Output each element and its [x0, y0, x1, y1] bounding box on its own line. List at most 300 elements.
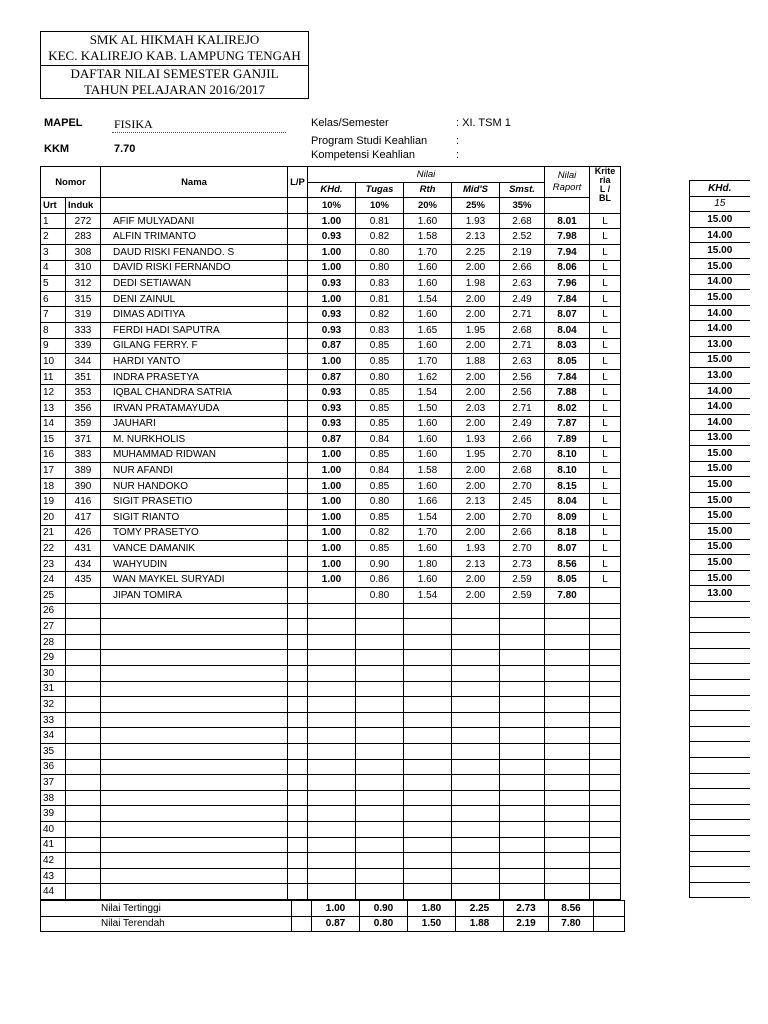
row-raport: 8.10 — [545, 447, 590, 463]
kelas-value: : XI. TSM 1 — [456, 117, 511, 129]
row-lp — [288, 712, 308, 728]
row-lp — [288, 213, 308, 229]
col-tugas: Tugas — [356, 182, 404, 198]
row-lp — [288, 291, 308, 307]
row-khd: 1.00 — [308, 478, 356, 494]
row-kriteria: L — [590, 556, 621, 572]
row-rth — [404, 666, 452, 682]
row-number: 43 — [41, 868, 66, 884]
row-raport: 8.10 — [545, 463, 590, 479]
side-khd-value: 13.00 — [690, 586, 750, 602]
row-tugas — [356, 666, 404, 682]
col-induk: Induk — [66, 198, 101, 214]
side-row — [690, 243, 750, 259]
row-tugas: 0.83 — [356, 322, 404, 338]
row-name: DAUD RISKI FENANDO. S — [101, 244, 288, 260]
col-smst-pct: 35% — [500, 198, 545, 214]
side-khd-value: 15.00 — [690, 352, 750, 368]
row-number: 27 — [41, 619, 66, 635]
row-kriteria: L — [590, 478, 621, 494]
row-name: MUHAMMAD RIDWAN — [101, 447, 288, 463]
row-induk — [66, 837, 101, 853]
row-smst: 2.59 — [500, 588, 545, 604]
row-tugas: 0.80 — [356, 494, 404, 510]
row-smst — [500, 884, 545, 900]
row-induk — [66, 588, 101, 604]
row-mids: 2.00 — [452, 291, 500, 307]
row-kriteria — [590, 603, 621, 619]
row-smst — [500, 634, 545, 650]
row-induk: 353 — [66, 385, 101, 401]
row-lp — [288, 432, 308, 448]
row-kriteria: L — [590, 541, 621, 557]
side-khd-value: 15.00 — [690, 539, 750, 555]
school-address: KEC. KALIREJO KAB. LAMPUNG TENGAH — [48, 48, 301, 63]
table-row — [41, 447, 621, 463]
row-name — [101, 743, 288, 759]
table-row — [41, 868, 621, 884]
side-khd-value: 15.00 — [690, 570, 750, 586]
row-name: ALFIN TRIMANTO — [101, 229, 288, 245]
row-induk — [66, 697, 101, 713]
row-mids — [452, 728, 500, 744]
row-kriteria — [590, 650, 621, 666]
side-khd-value — [690, 867, 750, 883]
side-row — [690, 726, 750, 742]
row-smst: 2.45 — [500, 494, 545, 510]
row-induk — [66, 634, 101, 650]
row-raport: 7.94 — [545, 244, 590, 260]
side-khd-value — [690, 695, 750, 711]
side-row — [690, 617, 750, 633]
row-smst: 2.66 — [500, 432, 545, 448]
row-raport — [545, 853, 590, 869]
row-tugas — [356, 743, 404, 759]
row-khd: 0.87 — [308, 432, 356, 448]
table-row — [41, 743, 621, 759]
row-kriteria — [590, 790, 621, 806]
row-khd — [308, 853, 356, 869]
side-khd-value: 13.00 — [690, 430, 750, 446]
side-khd-value: 13.00 — [690, 368, 750, 384]
side-row — [690, 555, 750, 571]
row-tugas — [356, 619, 404, 635]
table-row — [41, 603, 621, 619]
side-khd-value: 15.00 — [690, 555, 750, 571]
row-number: 44 — [41, 884, 66, 900]
document-title-box — [40, 65, 309, 99]
row-kriteria: L — [590, 447, 621, 463]
row-name: M. NURKHOLIS — [101, 432, 288, 448]
side-khd-value — [690, 633, 750, 649]
kompetensi-value: : — [456, 149, 460, 161]
row-rth: 1.54 — [404, 588, 452, 604]
side-row — [690, 742, 750, 758]
side-row — [690, 757, 750, 773]
row-rth — [404, 837, 452, 853]
table-row — [41, 619, 621, 635]
row-rth: 1.70 — [404, 354, 452, 370]
table-row — [41, 307, 621, 323]
table-row — [41, 634, 621, 650]
grade-table — [40, 166, 621, 900]
row-mids — [452, 743, 500, 759]
row-rth — [404, 712, 452, 728]
row-khd — [308, 806, 356, 822]
side-row — [690, 352, 750, 368]
row-induk: 434 — [66, 556, 101, 572]
row-kriteria: L — [590, 322, 621, 338]
row-raport — [545, 728, 590, 744]
row-mids: 1.93 — [452, 432, 500, 448]
side-row — [690, 321, 750, 337]
row-induk — [66, 603, 101, 619]
row-smst: 2.63 — [500, 354, 545, 370]
table-row — [41, 338, 621, 354]
row-kriteria — [590, 697, 621, 713]
table-row — [41, 681, 621, 697]
row-number: 33 — [41, 712, 66, 728]
row-tugas: 0.80 — [356, 369, 404, 385]
row-raport: 8.04 — [545, 494, 590, 510]
row-number: 29 — [41, 650, 66, 666]
row-mids: 2.00 — [452, 416, 500, 432]
row-lp — [288, 478, 308, 494]
row-khd: 0.93 — [308, 276, 356, 292]
side-khd-value — [690, 820, 750, 836]
row-rth: 1.54 — [404, 385, 452, 401]
row-smst — [500, 821, 545, 837]
row-raport — [545, 837, 590, 853]
row-name: DIMAS ADITIYA — [101, 307, 288, 323]
row-rth — [404, 634, 452, 650]
row-mids — [452, 884, 500, 900]
row-induk — [66, 650, 101, 666]
row-khd: 1.00 — [308, 494, 356, 510]
row-khd: 1.00 — [308, 447, 356, 463]
table-row — [41, 650, 621, 666]
side-row — [690, 867, 750, 883]
side-khd-value — [690, 617, 750, 633]
row-induk — [66, 681, 101, 697]
row-raport: 8.07 — [545, 307, 590, 323]
row-mids — [452, 806, 500, 822]
row-name: TOMY PRASETYO — [101, 525, 288, 541]
row-lp — [288, 276, 308, 292]
row-raport: 7.80 — [545, 588, 590, 604]
row-mids: 1.95 — [452, 322, 500, 338]
row-rth — [404, 603, 452, 619]
kelas-label: Kelas/Semester — [311, 117, 389, 129]
row-smst — [500, 697, 545, 713]
row-induk: 315 — [66, 291, 101, 307]
row-lp — [288, 338, 308, 354]
row-kriteria: L — [590, 510, 621, 526]
col-lp: L/P — [288, 167, 308, 198]
row-raport — [545, 697, 590, 713]
row-raport: 8.07 — [545, 541, 590, 557]
row-mids: 1.93 — [452, 541, 500, 557]
side-row — [690, 508, 750, 524]
table-row — [41, 821, 621, 837]
row-kriteria — [590, 837, 621, 853]
row-induk — [66, 806, 101, 822]
row-tugas: 0.85 — [356, 385, 404, 401]
row-rth — [404, 821, 452, 837]
row-mids — [452, 868, 500, 884]
row-khd: 1.00 — [308, 244, 356, 260]
row-name: INDRA PRASETYA — [101, 369, 288, 385]
row-raport: 8.18 — [545, 525, 590, 541]
row-raport — [545, 884, 590, 900]
summary-table — [40, 900, 625, 932]
col-urt: Urt — [41, 198, 66, 214]
row-kriteria: L — [590, 385, 621, 401]
row-lp — [288, 525, 308, 541]
table-row — [41, 463, 621, 479]
row-smst: 2.70 — [500, 510, 545, 526]
summary-mids: 2.25 — [456, 901, 504, 917]
row-number: 39 — [41, 806, 66, 822]
col-smst: Smst. — [500, 182, 545, 198]
row-name — [101, 619, 288, 635]
row-mids — [452, 619, 500, 635]
row-smst — [500, 728, 545, 744]
row-khd: 0.93 — [308, 307, 356, 323]
col-lp-blank — [288, 198, 308, 214]
row-mids — [452, 681, 500, 697]
row-induk — [66, 790, 101, 806]
row-tugas — [356, 806, 404, 822]
row-khd: 1.00 — [308, 291, 356, 307]
row-tugas: 0.85 — [356, 478, 404, 494]
row-name: HARDI YANTO — [101, 354, 288, 370]
side-row — [690, 586, 750, 602]
row-tugas: 0.85 — [356, 338, 404, 354]
summary-tugas: 0.80 — [360, 916, 408, 932]
table-row — [41, 369, 621, 385]
row-induk: 416 — [66, 494, 101, 510]
row-khd — [308, 634, 356, 650]
row-tugas — [356, 681, 404, 697]
row-number: 2 — [41, 229, 66, 245]
row-mids: 2.00 — [452, 478, 500, 494]
col-nilai-raport-line2: Raport — [552, 182, 582, 194]
side-khd-value: 14.00 — [690, 414, 750, 430]
row-raport — [545, 821, 590, 837]
table-row — [41, 806, 621, 822]
row-raport — [545, 743, 590, 759]
row-smst — [500, 619, 545, 635]
row-induk: 390 — [66, 478, 101, 494]
side-khd-value — [690, 804, 750, 820]
row-mids: 2.00 — [452, 572, 500, 588]
row-lp — [288, 775, 308, 791]
table-row — [41, 244, 621, 260]
row-kriteria — [590, 588, 621, 604]
row-induk: 351 — [66, 369, 101, 385]
col-nama: Nama — [101, 167, 288, 198]
side-khd-table — [689, 180, 750, 898]
row-smst: 2.59 — [500, 572, 545, 588]
row-mids: 2.00 — [452, 338, 500, 354]
row-name — [101, 806, 288, 822]
row-name: AFIF MULYADANI — [101, 213, 288, 229]
table-row — [41, 556, 621, 572]
row-raport — [545, 868, 590, 884]
side-row — [690, 461, 750, 477]
row-tugas: 0.85 — [356, 541, 404, 557]
row-khd: 1.00 — [308, 213, 356, 229]
row-raport: 8.03 — [545, 338, 590, 354]
row-tugas: 0.86 — [356, 572, 404, 588]
side-khd-value: 13.00 — [690, 336, 750, 352]
row-khd — [308, 588, 356, 604]
table-row — [41, 572, 621, 588]
row-induk: 283 — [66, 229, 101, 245]
row-name — [101, 775, 288, 791]
row-kriteria — [590, 821, 621, 837]
side-khd-value — [690, 773, 750, 789]
row-khd — [308, 884, 356, 900]
row-khd: 1.00 — [308, 260, 356, 276]
row-khd — [308, 837, 356, 853]
col-mids: Mid'S — [452, 182, 500, 198]
row-smst — [500, 775, 545, 791]
row-lp — [288, 510, 308, 526]
row-rth — [404, 743, 452, 759]
side-row — [690, 305, 750, 321]
row-rth: 1.70 — [404, 244, 452, 260]
row-khd: 1.00 — [308, 556, 356, 572]
col-mids-pct: 25% — [452, 198, 500, 214]
row-khd: 1.00 — [308, 463, 356, 479]
row-tugas — [356, 790, 404, 806]
mapel-underline — [112, 132, 286, 133]
row-name: SIGIT RIANTO — [101, 510, 288, 526]
summary-tugas: 0.90 — [360, 901, 408, 917]
row-rth: 1.80 — [404, 556, 452, 572]
row-tugas: 0.81 — [356, 213, 404, 229]
side-row — [690, 383, 750, 399]
row-khd — [308, 712, 356, 728]
row-tugas — [356, 712, 404, 728]
row-smst — [500, 759, 545, 775]
row-mids: 1.95 — [452, 447, 500, 463]
col-khd-pct: 10% — [308, 198, 356, 214]
row-kriteria — [590, 728, 621, 744]
row-number: 5 — [41, 276, 66, 292]
row-induk — [66, 619, 101, 635]
side-row — [690, 477, 750, 493]
row-kriteria: L — [590, 525, 621, 541]
row-name — [101, 853, 288, 869]
row-raport: 8.09 — [545, 510, 590, 526]
row-kriteria: L — [590, 244, 621, 260]
row-number: 20 — [41, 510, 66, 526]
side-row — [690, 570, 750, 586]
row-name: DEDI SETIAWAN — [101, 276, 288, 292]
side-khd-value — [690, 789, 750, 805]
col-nilai: Nilai — [308, 167, 545, 183]
row-tugas: 0.85 — [356, 447, 404, 463]
row-rth — [404, 619, 452, 635]
summary-rth: 1.50 — [408, 916, 456, 932]
row-mids: 2.00 — [452, 525, 500, 541]
summary-smst: 2.19 — [504, 916, 549, 932]
side-row — [690, 336, 750, 352]
row-rth: 1.60 — [404, 307, 452, 323]
row-kriteria — [590, 743, 621, 759]
row-number: 7 — [41, 307, 66, 323]
row-rth: 1.60 — [404, 541, 452, 557]
side-khd-value: 15.00 — [690, 212, 750, 228]
row-lp — [288, 494, 308, 510]
row-number: 26 — [41, 603, 66, 619]
row-smst: 2.73 — [500, 556, 545, 572]
side-row — [690, 212, 750, 228]
school-header — [40, 31, 309, 66]
row-lp — [288, 588, 308, 604]
row-raport — [545, 681, 590, 697]
row-induk: 344 — [66, 354, 101, 370]
kkm-label: KKM — [44, 143, 70, 155]
row-raport: 7.87 — [545, 416, 590, 432]
row-kriteria — [590, 806, 621, 822]
row-name — [101, 603, 288, 619]
row-smst — [500, 853, 545, 869]
school-year: TAHUN PELAJARAN 2016/2017 — [84, 82, 265, 97]
row-lp — [288, 697, 308, 713]
row-mids — [452, 775, 500, 791]
row-number: 21 — [41, 525, 66, 541]
row-number: 34 — [41, 728, 66, 744]
table-row — [41, 790, 621, 806]
side-khd-value: 15.00 — [690, 492, 750, 508]
row-smst — [500, 743, 545, 759]
side-khd-header: KHd. — [690, 181, 750, 197]
table-row — [41, 354, 621, 370]
side-khd-value: 14.00 — [690, 383, 750, 399]
row-lp — [288, 681, 308, 697]
row-raport: 8.05 — [545, 572, 590, 588]
table-row — [41, 478, 621, 494]
row-rth: 1.65 — [404, 322, 452, 338]
row-lp — [288, 868, 308, 884]
summary-mids: 1.88 — [456, 916, 504, 932]
row-lp — [288, 447, 308, 463]
row-smst: 2.71 — [500, 307, 545, 323]
table-row — [41, 525, 621, 541]
row-tugas: 0.85 — [356, 416, 404, 432]
row-kriteria: L — [590, 416, 621, 432]
row-rth: 1.50 — [404, 400, 452, 416]
row-rth: 1.60 — [404, 432, 452, 448]
row-mids: 2.13 — [452, 494, 500, 510]
row-name: WAN MAYKEL SURYADI — [101, 572, 288, 588]
row-mids — [452, 666, 500, 682]
row-raport — [545, 666, 590, 682]
row-lp — [288, 806, 308, 822]
row-number: 25 — [41, 588, 66, 604]
row-tugas: 0.82 — [356, 307, 404, 323]
row-name — [101, 650, 288, 666]
row-khd — [308, 790, 356, 806]
row-raport: 7.84 — [545, 369, 590, 385]
row-raport: 8.15 — [545, 478, 590, 494]
row-mids: 2.00 — [452, 260, 500, 276]
summary-row — [41, 901, 625, 917]
